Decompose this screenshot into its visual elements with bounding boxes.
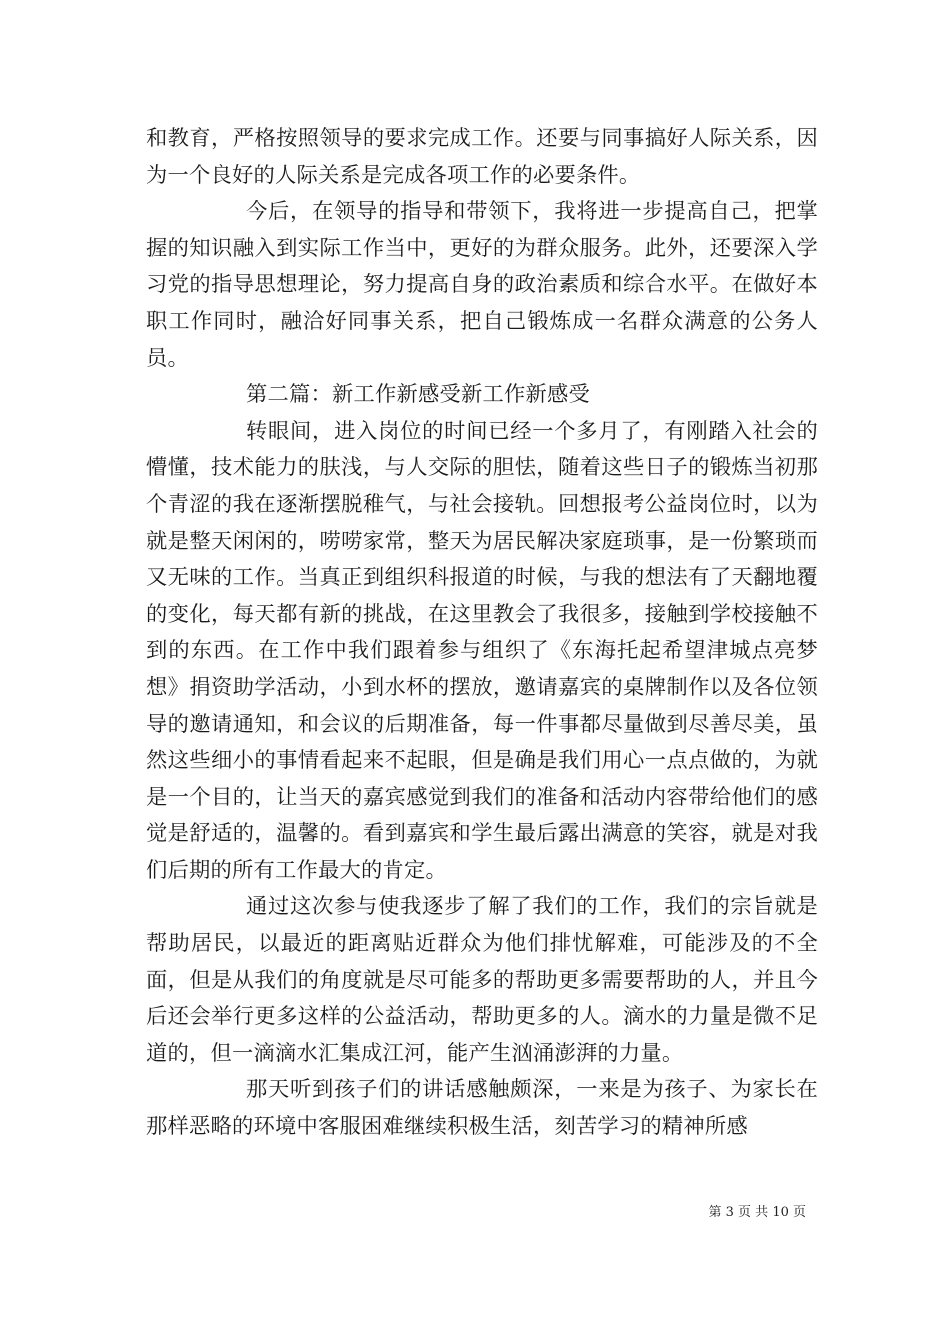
paragraph-2: 今后，在领导的指导和带领下，我将进一步提高自己，把掌握的知识融入到实际工作当中，更好的为群众服务。此外，还要深入学习党的指导思想理论，努力提高自身的政治素质和综合水平。在做好本职工作同时，融洽好同事关系，把自己锻炼成一名群众满意的公务人员。 [146, 199, 818, 371]
page-number: 第 3 页 共 10 页 [708, 1205, 806, 1220]
paragraph-3: 转眼间，进入岗位的时间已经一个多月了，有刚踏入社会的懵懂，技术能力的肤浅，与人交际的胆怯，随着这些日子的锻炼当初那个青涩的我在逐渐摆脱稚气，与社会接轨。回想报考公益岗位时，以为就是整天闲闲的，唠唠家常，整天为居民解决家庭琐事，是一份繁琐而又无味的工作。当真正到组织科报道的时候，与我的想法有了天翻地覆的变化，每天都有新的挑战，在这里教会了我很多，接触到学校接触不到的东西。在工作中我们跟着参与组织了《东海托起希望津城点亮梦想》捐资助学活动，小到水杯的摆放，邀请嘉宾的桌牌制作以及各位领导的邀请通知，和会议的后期准备，每一件事都尽量做到尽善尽美，虽然这些细小的事情看起来不起眼，但是确是我们用心一点点做的，为就是一个目的，让当天的嘉宾感觉到我们的准备和活动内容带给他们的感觉是舒适的，温馨的。看到嘉宾和学生最后露出满意的笑容，就是对我们后期的所有工作最大的肯定。 [146, 418, 818, 883]
paragraph-5: 那天听到孩子们的讲话感触颇深，一来是为孩子、为家长在那样恶略的环境中客服困难继续积极生活，刻苦学习的精神所感 [146, 1077, 818, 1140]
document-body [146, 121, 818, 1146]
paragraph-4: 通过这次参与使我逐步了解了我们的工作，我们的宗旨就是帮助居民，以最近的距离贴近群众为他们排忧解难，可能涉及的不全面，但是从我们的角度就是尽可能多的帮助更多需要帮助的人，并且今后还会举行更多这样的公益活动，帮助更多的人。滴水的力量是微不足道的，但一滴滴水汇集成江河，能产生汹涌澎湃的力量。 [146, 894, 818, 1066]
section-heading: 第二篇：新工作新感受新工作新感受 [246, 382, 590, 408]
paragraph-1: 和教育，严格按照领导的要求完成工作。还要与同事搞好人际关系，因为一个良好的人际关系是完成各项工作的必要条件。 [146, 126, 818, 188]
